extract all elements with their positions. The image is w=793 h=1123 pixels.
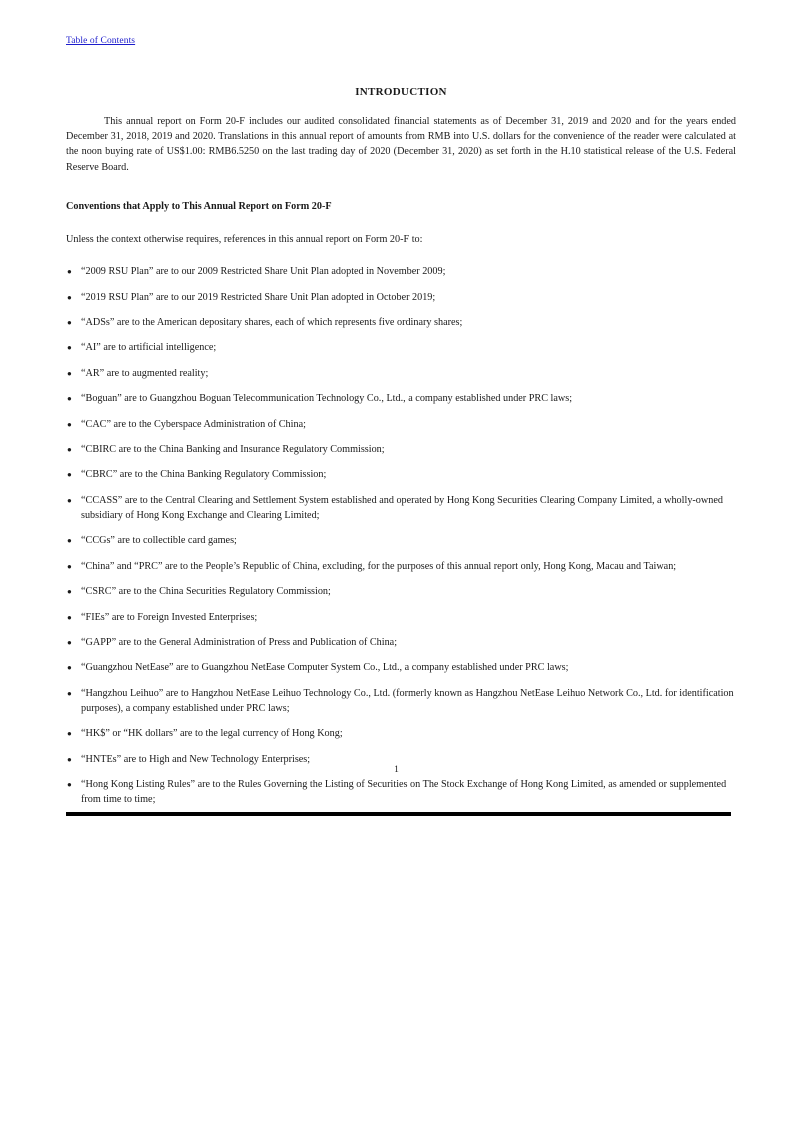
definition-text: “Boguan” are to Guangzhou Boguan Telecommunication Technology Co., Ltd., a company established under PRC laws;: [81, 393, 573, 405]
bullet-icon: ●: [67, 495, 72, 505]
definition-item: [66, 635, 736, 650]
bullet-icon: ●: [67, 318, 72, 327]
definition-item: [66, 660, 736, 675]
page-title: INTRODUCTION: [355, 86, 447, 98]
definition-item: [66, 493, 736, 523]
bullet-icon: ●: [67, 663, 72, 673]
definition-text: “CAC” are to the Cyberspace Administration of China;: [81, 418, 306, 430]
bullet-icon: ●: [67, 292, 72, 302]
bullet-icon: ●: [67, 688, 72, 698]
definition-text: “AI” are to artificial intelligence;: [81, 342, 217, 354]
definition-text: “2009 RSU Plan” are to our 2009 Restricted Share Unit Plan adopted in November 2009;: [81, 266, 446, 278]
bullet-icon: ●: [67, 394, 72, 404]
bullet-icon: ●: [67, 267, 72, 277]
bullet-icon: ●: [67, 561, 72, 571]
definition-item: [66, 726, 736, 741]
bullet-icon: ●: [67, 729, 72, 739]
definition-item: [66, 467, 736, 482]
definition-item: [66, 533, 736, 548]
definitions-lead-in: Unless the context otherwise requires, references in this annual report on Form 20-F to:: [66, 234, 423, 246]
table-of-contents-link[interactable]: Table of Contents: [66, 36, 136, 46]
definition-item: [66, 442, 736, 457]
definitions-list: [66, 264, 736, 807]
definition-text: “HNTEs” are to High and New Technology Enterprises;: [81, 753, 311, 765]
bullet-icon: ●: [67, 587, 72, 597]
bullet-icon: ●: [67, 470, 72, 480]
bullet-icon: ●: [67, 343, 72, 353]
definition-text: “Hangzhou Leihuo” are to Hangzhou NetEase Leihuo Technology Co., Ltd. (formerly known as Hangzhou NetEase Leihuo Network Co., Ltd. for identification purposes), a company established under PRC laws;: [81, 687, 734, 714]
definition-item: [66, 264, 736, 279]
definition-item: [66, 686, 736, 716]
definition-item: [66, 315, 736, 330]
definition-text: “FIEs” are to Foreign Invested Enterprises;: [81, 611, 258, 623]
bullet-icon: ●: [67, 444, 72, 454]
page-number: 1: [394, 765, 399, 775]
definition-item: [66, 417, 736, 432]
bullet-icon: ●: [67, 368, 72, 378]
bullet-icon: ●: [67, 612, 72, 622]
bullet-icon: ●: [67, 780, 72, 790]
definition-text: “CCGs” are to collectible card games;: [81, 535, 237, 547]
definition-text: “AR” are to augmented reality;: [81, 367, 209, 379]
bullet-icon: ●: [67, 419, 72, 429]
page-content: [66, 30, 736, 818]
definition-item: [66, 391, 736, 406]
definition-text: “Hong Kong Listing Rules” are to the Rules Governing the Listing of Securities on The Stock Exchange of Hong Kong Limited, as amended or supplemented from time to time;: [81, 779, 727, 806]
definition-text: “CBRC” are to the China Banking Regulatory Commission;: [81, 469, 327, 481]
section-heading-conventions: Conventions that Apply to This Annual Report on Form 20-F: [66, 200, 332, 212]
definition-text: “China” and “PRC” are to the People’s Republic of China, excluding, for the purposes of this annual report only, Hong Kong, Macau and Taiwan;: [81, 560, 677, 572]
definition-text: “Guangzhou NetEase” are to Guangzhou NetEase Computer System Co., Ltd., a company established under PRC laws;: [81, 662, 569, 674]
bullet-icon: ●: [67, 536, 72, 546]
definition-text: “CSRC” are to the China Securities Regulatory Commission;: [81, 586, 331, 598]
bullet-icon: ●: [67, 754, 72, 764]
definition-text: “CCASS” are to the Central Clearing and Settlement System established and operated by Hong Kong Securities Clearing Company Limited, a wholly-owned subsidiary of Hong Kong Exchange and Clearing Limited;: [81, 494, 723, 521]
definition-text: “GAPP” are to the General Administration of Press and Publication of China;: [81, 636, 398, 648]
definition-item: [66, 559, 736, 574]
bullet-icon: ●: [67, 637, 72, 647]
definition-text: “CBIRC are to the China Banking and Insurance Regulatory Commission;: [81, 443, 385, 455]
definition-item: [66, 610, 736, 625]
definition-item: [66, 340, 736, 355]
definition-item: [66, 584, 736, 599]
footer-rule: [66, 812, 731, 816]
introduction-paragraph: This annual report on Form 20-F includes our audited consolidated financial statements as of December 31, 2019 and 2020 and for the years ended December 31, 2018, 2019 and 2020. Translations in this annual report of amounts from RMB into U.S. dollars for the convenience of the reader were calculated at the noon buying rate of US$1.00: RMB6.5250 on the last trading day of 2020 (December 31, 2020) as set forth in the H.10 statistical release of the U.S. Federal Reserve Board.: [66, 116, 736, 173]
definition-text: “2019 RSU Plan” are to our 2019 Restricted Share Unit Plan adopted in October 2019;: [81, 291, 436, 303]
definition-item: [66, 366, 736, 381]
definition-text: “HK$” or “HK dollars” are to the legal currency of Hong Kong;: [81, 728, 343, 740]
definition-item: [66, 290, 736, 305]
definition-text: “ADSs” are to the American depositary shares, each of which represents five ordinary shares;: [81, 317, 463, 328]
definition-item: [66, 777, 736, 807]
